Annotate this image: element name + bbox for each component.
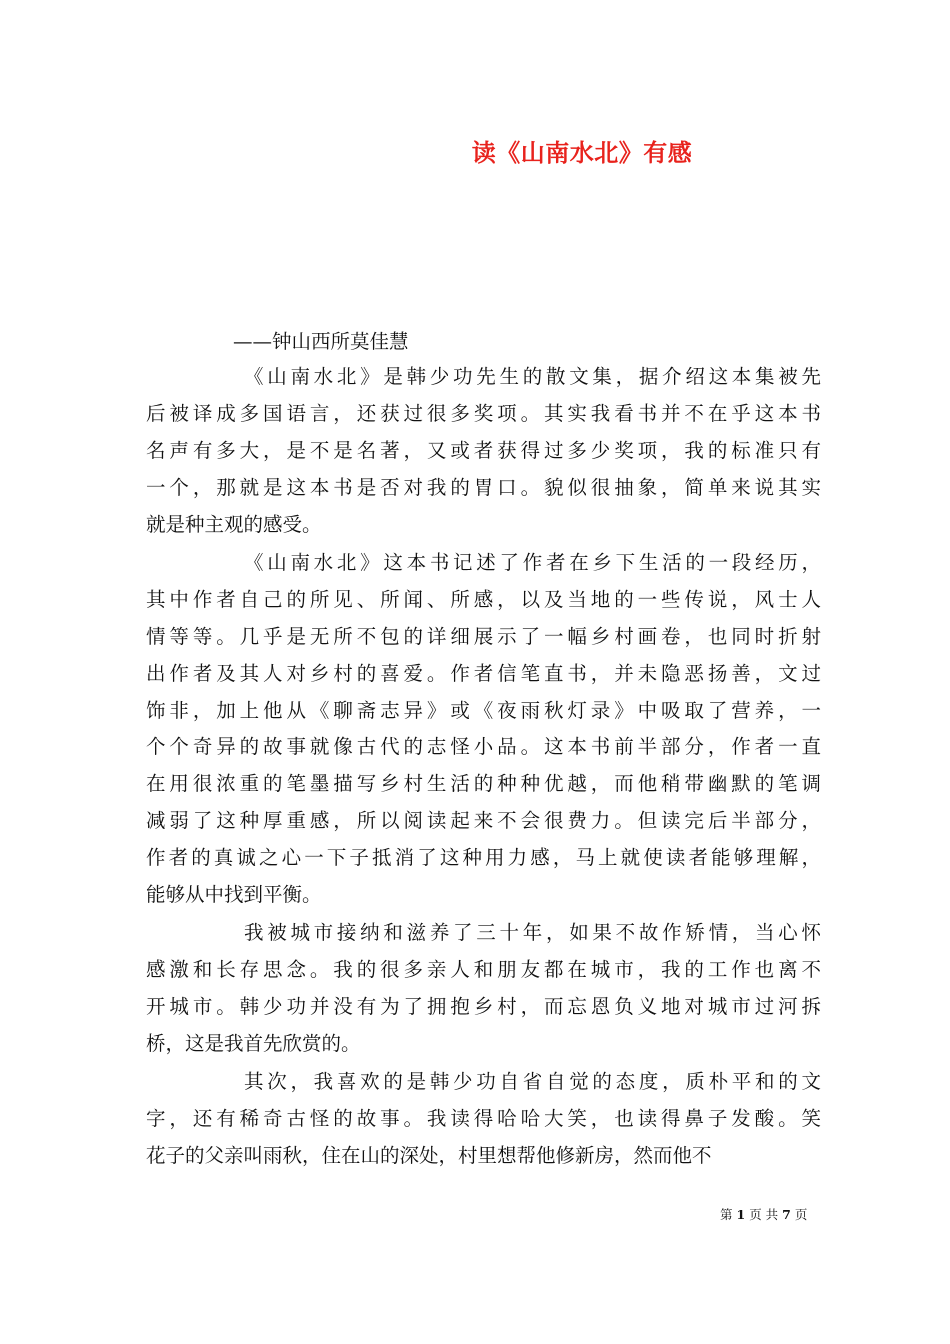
footer-suffix: 页 [794, 1207, 808, 1222]
paragraph-line: 《山南水北》是韩少功先生的散文集，据介绍这本集被先 [244, 365, 821, 388]
paragraph-line: 后被译成多国语言，还获过很多奖项。其实我看书并不在乎这本书 [146, 401, 821, 425]
paragraph-line: 情等等。几乎是无所不包的详细展示了一幅乡村画卷，也同时折射 [146, 624, 821, 648]
paragraph-line: 其次，我喜欢的是韩少功自省自觉的态度，质朴平和的文 [244, 1070, 821, 1094]
paragraph [146, 1064, 821, 1175]
page-footer [720, 1205, 807, 1223]
document-title: 读《山南水北》有感 [471, 139, 693, 167]
paragraph-line: 在用很浓重的笔墨描写乡村生活的种种优越，而他稍带幽默的笔调 [146, 772, 821, 796]
paragraph-line: 感激和长存思念。我的很多亲人和朋友都在城市，我的工作也离不 [146, 958, 821, 982]
author-byline: ——钟山西所莫佳慧 [233, 330, 409, 353]
paragraph-line: 桥，这是我首先欣赏的。 [146, 1032, 361, 1056]
footer-total-pages: 7 [782, 1207, 791, 1222]
paragraph-line: 能够从中找到平衡。 [146, 882, 322, 906]
footer-page-number: 1 [736, 1207, 746, 1222]
paragraph-line: 开城市。韩少功并没有为了拥抱乡村，而忘恩负义地对城市过河拆 [146, 995, 821, 1019]
paragraph-line: 字，还有稀奇古怪的故事。我读得哈哈大笑，也读得鼻子发酸。笑 [146, 1107, 821, 1131]
paragraph-line: 花子的父亲叫雨秋，住在山的深处，村里想帮他修新房，然而他不 [146, 1144, 712, 1168]
paragraph-line: 一个，那就是这本书是否对我的胃口。貌似很抽象，简单来说其实 [146, 475, 821, 499]
footer-prefix: 第 [720, 1207, 733, 1222]
paragraph [146, 915, 821, 1063]
paragraph-line: 其中作者自己的所见、所闻、所感，以及当地的一些传说，风士人 [146, 587, 821, 611]
paragraph-line: 《山南水北》这本书记述了作者在乡下生活的一段经历， [244, 550, 821, 574]
paragraph-line: 作者的真诚之心一下子抵消了这种用力感，马上就使读者能够理解， [146, 846, 821, 870]
paragraph-line: 我被城市接纳和滋养了三十年，如果不故作矫情，当心怀 [244, 921, 821, 945]
footer-middle: 页 共 [749, 1207, 779, 1222]
paragraph [146, 359, 821, 543]
paragraph-line: 减弱了这种厚重感，所以阅读起来不会很费力。但读完后半部分， [146, 809, 821, 833]
paragraph-line: 出作者及其人对乡村的喜爱。作者信笔直书，并未隐恶扬善，文过 [146, 661, 821, 685]
paragraph-line: 就是种主观的感受。 [146, 512, 322, 536]
paragraph-line: 名声有多大，是不是名著，又或者获得过多少奖项，我的标准只有 [146, 438, 821, 462]
paragraph-line: 个个奇异的故事就像古代的志怪小品。这本书前半部分，作者一直 [146, 735, 821, 759]
paragraph [146, 545, 821, 914]
article-body [146, 359, 821, 1175]
paragraph-line: 饰非，加上他从《聊斋志异》或《夜雨秋灯录》中吸取了营养，一 [146, 698, 821, 722]
